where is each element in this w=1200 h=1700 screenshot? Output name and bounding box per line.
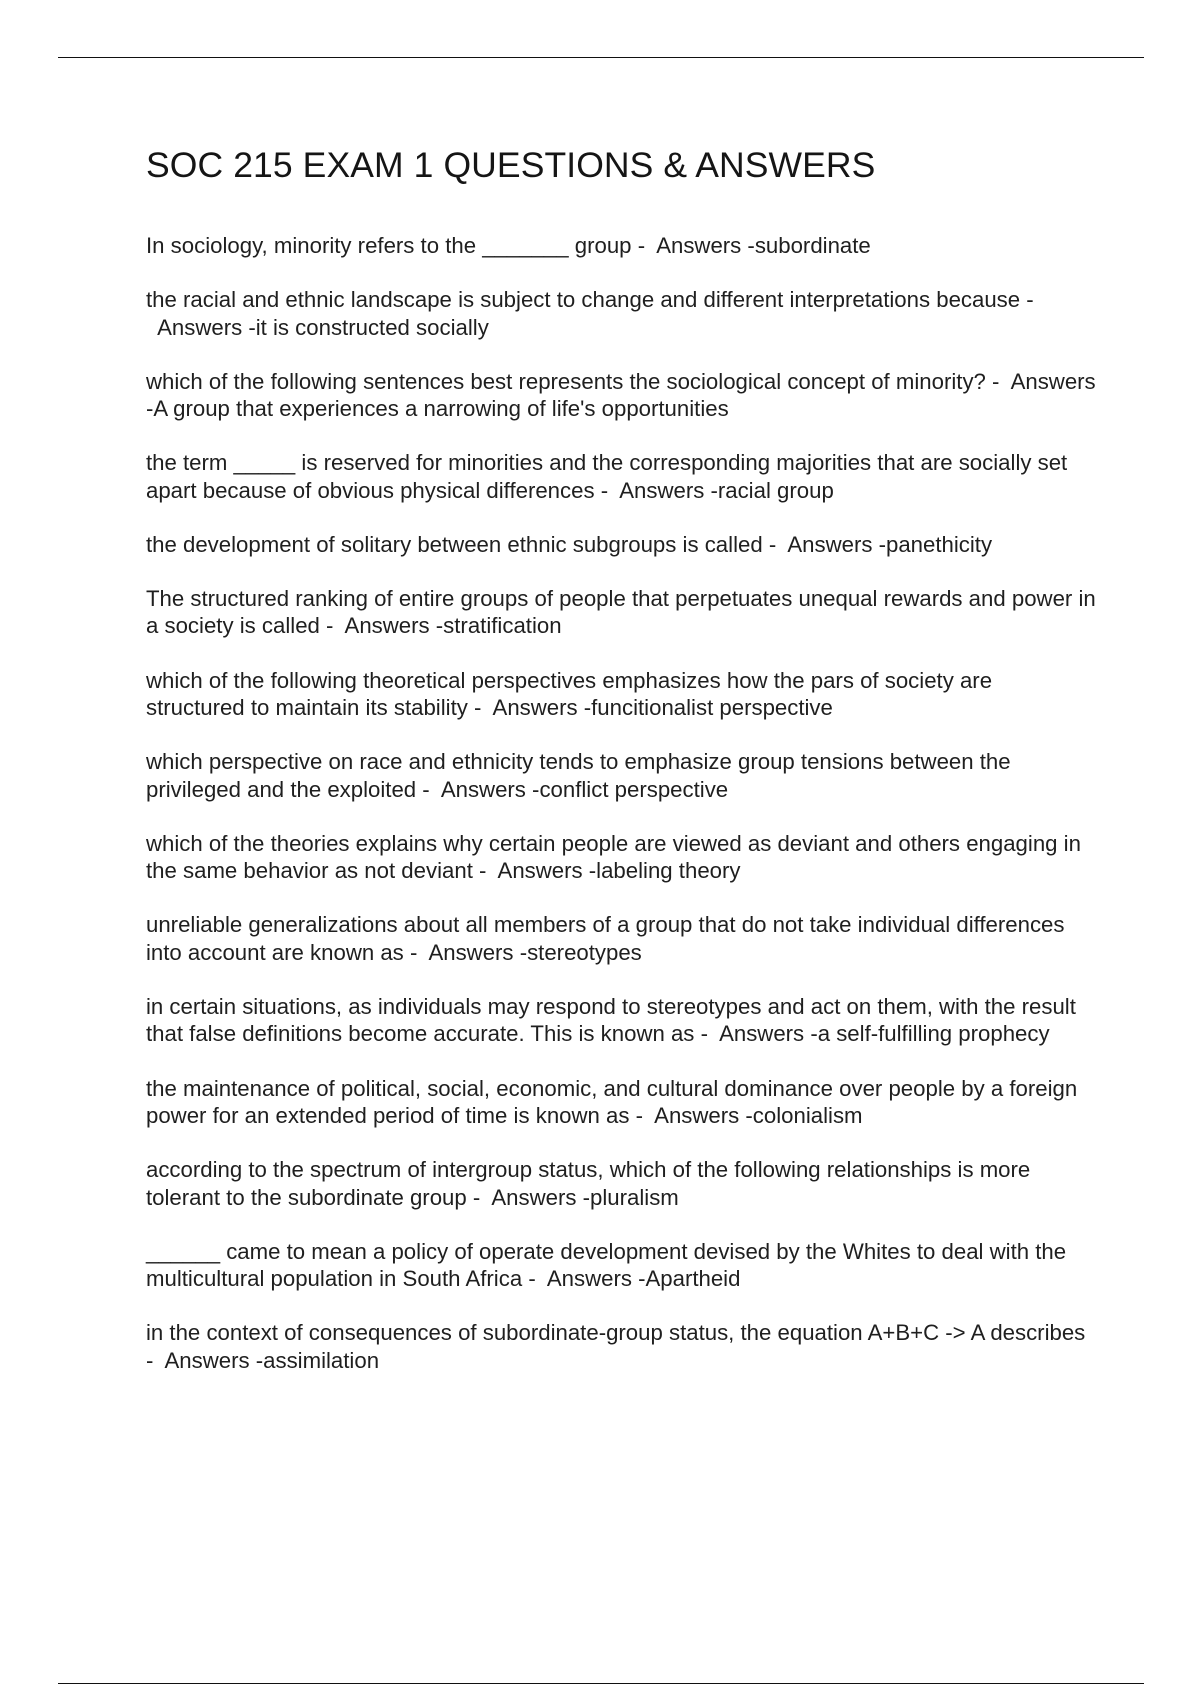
qa-item [146, 748, 1096, 803]
answer-text: Answers -labeling theory [497, 858, 741, 884]
qa-item [146, 830, 1096, 885]
answer-text: Answers -racial group [619, 477, 834, 503]
answer-text: Answers -colonialism [654, 1103, 863, 1129]
document-page [146, 140, 1096, 1401]
question-text: The structured ranking of entire groups of people that perpetuates unequal rewards and power in a society is called - [146, 585, 1096, 639]
question-text: in certain situations, as individuals may respond to stereotypes and act on them, with the result that false definitions become accurate. This is known as - [146, 993, 1076, 1047]
page-title: SOC 215 EXAM 1 QUESTIONS & ANSWERS [146, 145, 876, 185]
qa-item [146, 911, 1096, 966]
question-text: unreliable generalizations about all members of a group that do not take individual differences into account are known as - [146, 912, 1065, 965]
qa-item [146, 993, 1096, 1048]
qa-item [146, 1238, 1096, 1293]
qa-item [146, 286, 1096, 341]
question-text: the racial and ethnic landscape is subject to change and different interpretations because - [146, 287, 1034, 313]
question-text: which of the following theoretical perspectives emphasizes how the pars of society are structured to maintain its stability - [146, 667, 993, 721]
answer-text: Answers -subordinate [656, 233, 871, 258]
answer-text: Answers -stratification [344, 613, 562, 639]
question-text: which of the following sentences best represents the sociological concept of minority? - [146, 368, 1000, 394]
answer-text: Answers -Apartheid [546, 1266, 741, 1292]
qa-item [146, 585, 1096, 640]
question-text: ______ came to mean a policy of operate development devised by the Whites to deal with the multicultural population in South Africa - [146, 1238, 1067, 1292]
question-text: the term _____ is reserved for minorities and the corresponding majorities that are socially set apart because of obvious physical differences - [146, 450, 1068, 503]
answer-text: Answers -panethicity [787, 531, 993, 557]
answer-text: Answers -funcitionalist perspective [492, 695, 833, 721]
qa-item [146, 232, 1096, 260]
answer-text: Answers -pluralism [491, 1184, 679, 1210]
qa-item [146, 667, 1096, 722]
question-text: in the context of consequences of subordinate-group status, the equation A+B+C -> A describes - [146, 1320, 1086, 1373]
bottom-rule [58, 1683, 1144, 1684]
qa-item [146, 368, 1096, 423]
top-rule [58, 57, 1144, 58]
question-text: which perspective on race and ethnicity tends to emphasize group tensions between the privileged and the exploited - [146, 749, 1011, 802]
qa-item [146, 449, 1096, 504]
question-text: the maintenance of political, social, economic, and cultural dominance over people by a foreign power for an extended period of time is known as - [146, 1075, 1078, 1129]
question-text: which of the theories explains why certain people are viewed as deviant and others engaging in the same behavior as not deviant - [146, 830, 1081, 884]
qa-item [146, 531, 1096, 559]
question-text: according to the spectrum of intergroup status, which of the following relationships is more tolerant to the subordinate group - [146, 1157, 1031, 1210]
answer-text: Answers -A group that experiences a narrowing of life's opportunities [146, 368, 1096, 422]
answer-text: Answers -a self-fulfilling prophecy [719, 1021, 1050, 1047]
question-text: the development of solitary between ethnic subgroups is called - [146, 531, 777, 557]
question-text: In sociology, minority refers to the _______ group - [146, 233, 646, 258]
answer-text: Answers -conflict perspective [440, 776, 729, 802]
qa-item [146, 1156, 1096, 1211]
qa-item [146, 1319, 1096, 1374]
qa-item [146, 1075, 1096, 1130]
qa-list [146, 232, 1096, 1374]
answer-text: Answers -it is constructed socially [157, 314, 489, 340]
answer-text: Answers -assimilation [164, 1347, 380, 1373]
answer-text: Answers -stereotypes [428, 939, 642, 965]
